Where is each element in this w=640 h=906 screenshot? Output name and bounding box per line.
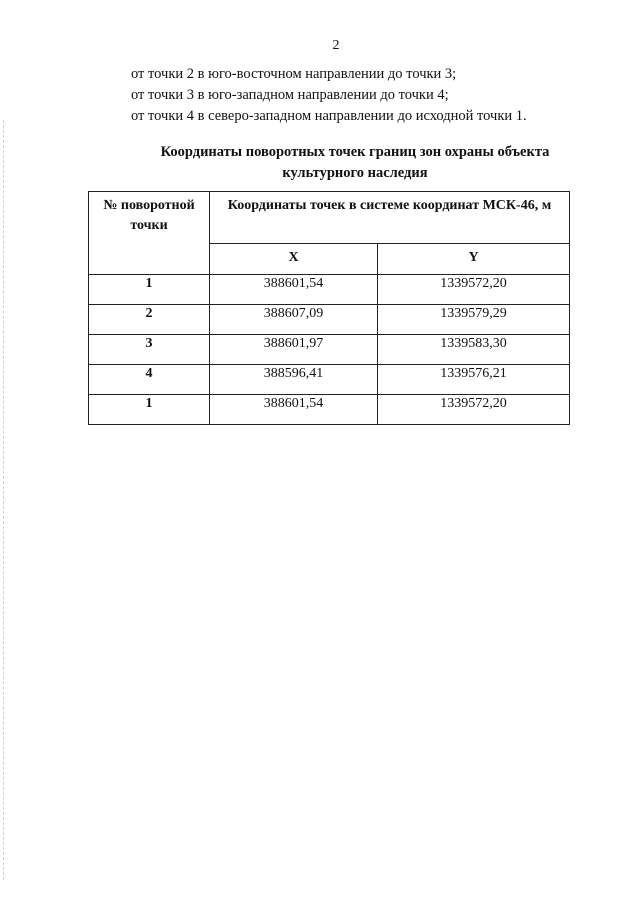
header-x: X bbox=[210, 244, 378, 275]
cell-point: 2 bbox=[89, 305, 210, 335]
cell-x: 388601,54 bbox=[210, 275, 378, 305]
table-header-row bbox=[89, 192, 570, 244]
table-row bbox=[89, 275, 570, 305]
cell-y: 1339583,30 bbox=[378, 335, 570, 365]
cell-y: 1339572,20 bbox=[378, 395, 570, 425]
table-title: Координаты поворотных точек границ зон охраны объекта культурного наследия bbox=[160, 144, 550, 181]
route-description bbox=[131, 64, 527, 127]
cell-y: 1339579,29 bbox=[378, 305, 570, 335]
table-row bbox=[89, 335, 570, 365]
cell-point: 1 bbox=[89, 275, 210, 305]
cell-x: 388601,54 bbox=[210, 395, 378, 425]
cell-point: 1 bbox=[89, 395, 210, 425]
cell-y: 1339576,21 bbox=[378, 365, 570, 395]
cell-y: 1339572,20 bbox=[378, 275, 570, 305]
cell-point: 3 bbox=[89, 335, 210, 365]
header-point-number: № поворотной точки bbox=[89, 192, 210, 275]
table-row bbox=[89, 305, 570, 335]
cell-x: 388596,41 bbox=[210, 365, 378, 395]
cell-x: 388601,97 bbox=[210, 335, 378, 365]
table-row bbox=[89, 395, 570, 425]
cell-point: 4 bbox=[89, 365, 210, 395]
header-coordinate-system: Координаты точек в системе координат МСК-46, м bbox=[210, 192, 570, 244]
coordinates-table bbox=[88, 191, 570, 425]
route-line: от точки 2 в юго-восточном направлении до точки 3; bbox=[131, 66, 457, 82]
page-number: 2 bbox=[332, 38, 340, 53]
scan-margin-line bbox=[3, 120, 4, 880]
cell-x: 388607,09 bbox=[210, 305, 378, 335]
route-line: от точки 3 в юго-западном направлении до точки 4; bbox=[131, 87, 449, 103]
table-row bbox=[89, 365, 570, 395]
header-y: Y bbox=[378, 244, 570, 275]
route-line: от точки 4 в северо-западном направлении до исходной точки 1. bbox=[131, 108, 527, 124]
